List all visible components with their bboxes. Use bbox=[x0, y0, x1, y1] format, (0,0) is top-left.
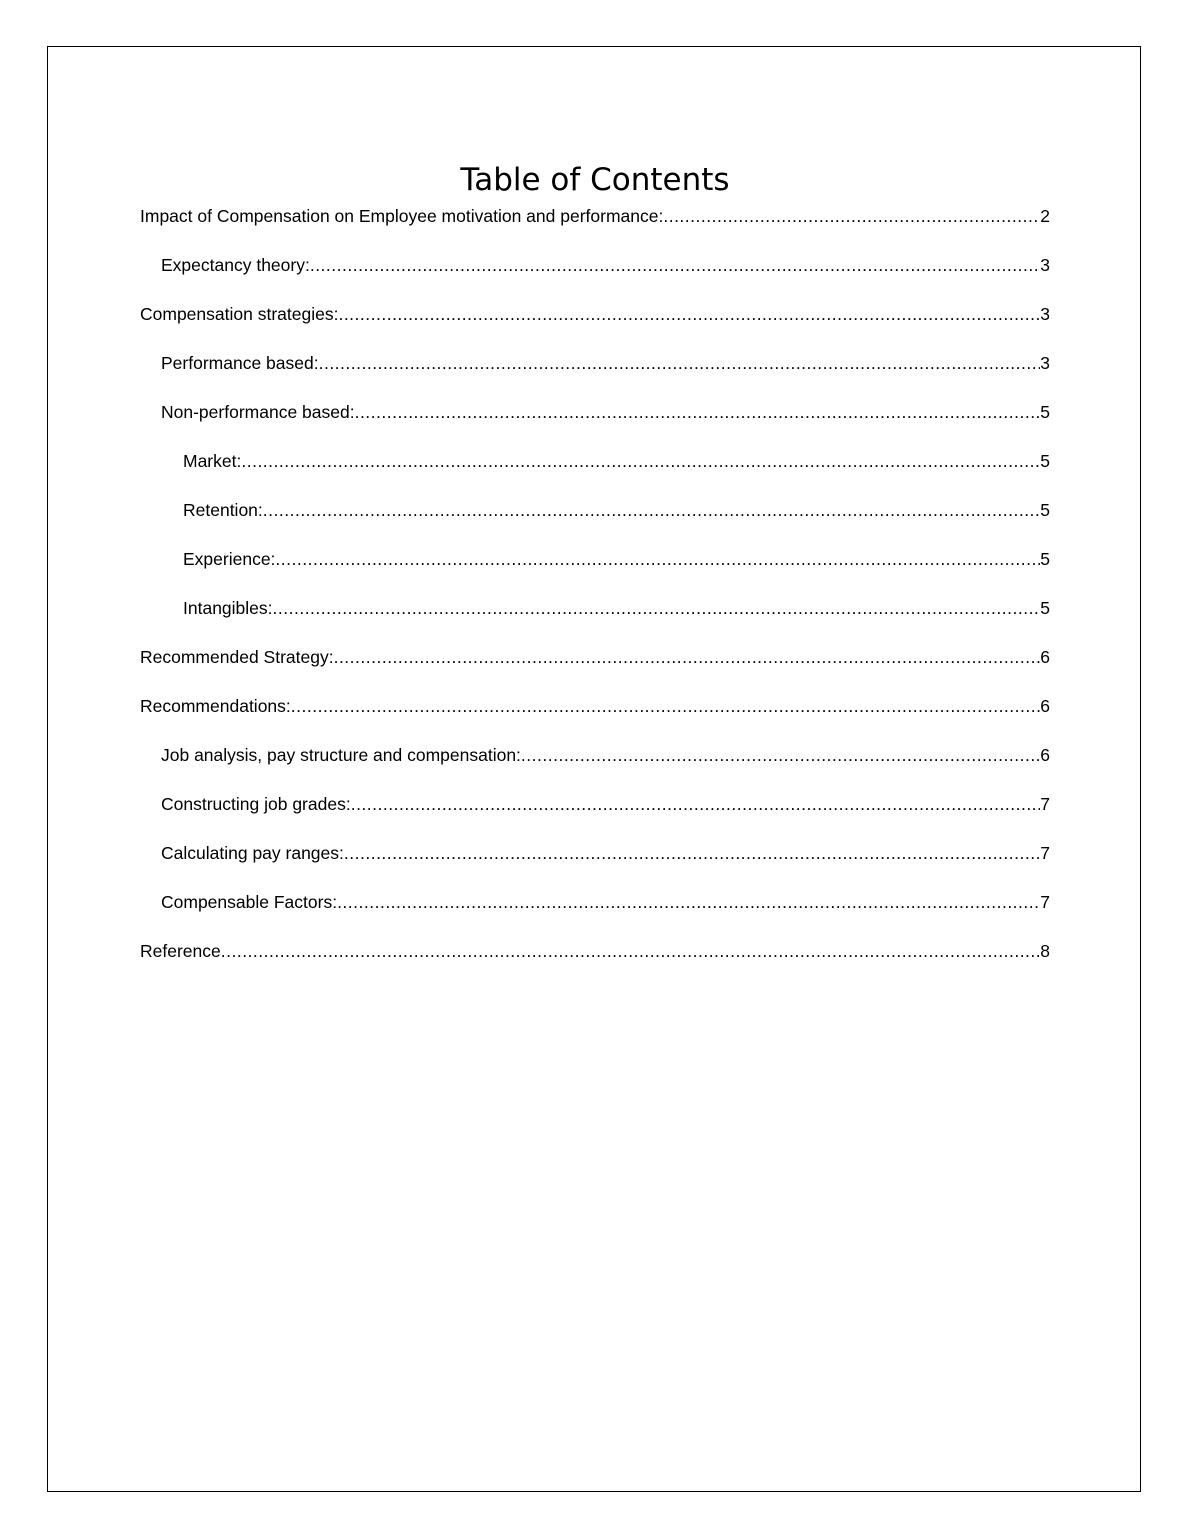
toc-entry-text: Recommendations: bbox=[140, 696, 291, 716]
toc-entry[interactable] bbox=[140, 837, 1050, 886]
toc-entry-text: Compensation strategies: bbox=[140, 304, 339, 324]
toc-dot-leader bbox=[241, 445, 1040, 477]
toc-entry[interactable] bbox=[140, 494, 1050, 543]
toc-entry[interactable] bbox=[140, 592, 1050, 641]
toc-entry[interactable] bbox=[140, 641, 1050, 690]
toc-entry-text: Non-performance based: bbox=[161, 402, 355, 422]
toc-page-number: 3 bbox=[1040, 304, 1050, 324]
toc-entry[interactable] bbox=[140, 298, 1050, 347]
toc-page-number: 7 bbox=[1040, 843, 1050, 863]
toc-page-number: 8 bbox=[1040, 941, 1050, 961]
toc-page-number: 6 bbox=[1040, 745, 1050, 765]
toc-list bbox=[140, 200, 1050, 984]
toc-page-number: 7 bbox=[1040, 892, 1050, 912]
toc-page-number: 2 bbox=[1040, 206, 1050, 226]
toc-page-number: 6 bbox=[1040, 696, 1050, 716]
toc-dot-leader bbox=[273, 592, 1041, 624]
toc-entry-text: Compensable Factors: bbox=[161, 892, 338, 912]
toc-page-number: 5 bbox=[1040, 402, 1050, 422]
toc-dot-leader bbox=[344, 837, 1040, 869]
toc-entry-text: Expectancy theory: bbox=[161, 255, 310, 275]
toc-page-number: 3 bbox=[1040, 353, 1050, 373]
toc-dot-leader bbox=[291, 690, 1040, 722]
toc-dot-leader bbox=[275, 543, 1040, 575]
toc-entry[interactable] bbox=[140, 690, 1050, 739]
toc-dot-leader bbox=[521, 739, 1040, 771]
toc-entry-text: Experience: bbox=[183, 549, 276, 569]
toc-entry-text: Performance based: bbox=[161, 353, 319, 373]
toc-entry[interactable] bbox=[140, 935, 1050, 984]
toc-page-number: 3 bbox=[1040, 255, 1050, 275]
toc-entry[interactable] bbox=[140, 886, 1050, 935]
toc-dot-leader bbox=[355, 396, 1041, 428]
toc-entry-text: Intangibles: bbox=[183, 598, 273, 618]
toc-entry-text: Recommended Strategy: bbox=[140, 647, 334, 667]
toc-entry[interactable] bbox=[140, 739, 1050, 788]
toc-page-number: 5 bbox=[1040, 549, 1050, 569]
toc-page-number: 5 bbox=[1040, 451, 1050, 471]
toc-dot-leader bbox=[351, 788, 1041, 820]
toc-page-number: 7 bbox=[1040, 794, 1050, 814]
toc-dot-leader bbox=[663, 200, 1040, 232]
toc-dot-leader bbox=[319, 347, 1041, 379]
toc-entry-text: Retention: bbox=[183, 500, 263, 520]
toc-entry-text: Market: bbox=[183, 451, 242, 471]
toc-entry[interactable] bbox=[140, 788, 1050, 837]
toc-dot-leader bbox=[338, 298, 1040, 330]
toc-entry-text: Impact of Compensation on Employee motivation and performance: bbox=[140, 206, 664, 226]
toc-title: Table of Contents bbox=[460, 162, 730, 198]
toc-entry[interactable] bbox=[140, 445, 1050, 494]
toc-page-number: 5 bbox=[1040, 500, 1050, 520]
toc-entry[interactable] bbox=[140, 347, 1050, 396]
toc-entry[interactable] bbox=[140, 543, 1050, 592]
toc-dot-leader bbox=[221, 935, 1041, 967]
toc-entry-text: Reference bbox=[140, 941, 221, 961]
toc-entry-text: Job analysis, pay structure and compensation: bbox=[161, 745, 521, 765]
toc-dot-leader bbox=[310, 249, 1040, 281]
toc-dot-leader bbox=[334, 641, 1041, 673]
toc-entry[interactable] bbox=[140, 249, 1050, 298]
toc-entry[interactable] bbox=[140, 200, 1050, 249]
toc-page-number: 6 bbox=[1040, 647, 1050, 667]
toc-page-number: 5 bbox=[1040, 598, 1050, 618]
toc-entry[interactable] bbox=[140, 396, 1050, 445]
toc-dot-leader bbox=[337, 886, 1040, 918]
toc-entry-text: Calculating pay ranges: bbox=[161, 843, 344, 863]
toc-entry-text: Constructing job grades: bbox=[161, 794, 351, 814]
toc-dot-leader bbox=[263, 494, 1040, 526]
